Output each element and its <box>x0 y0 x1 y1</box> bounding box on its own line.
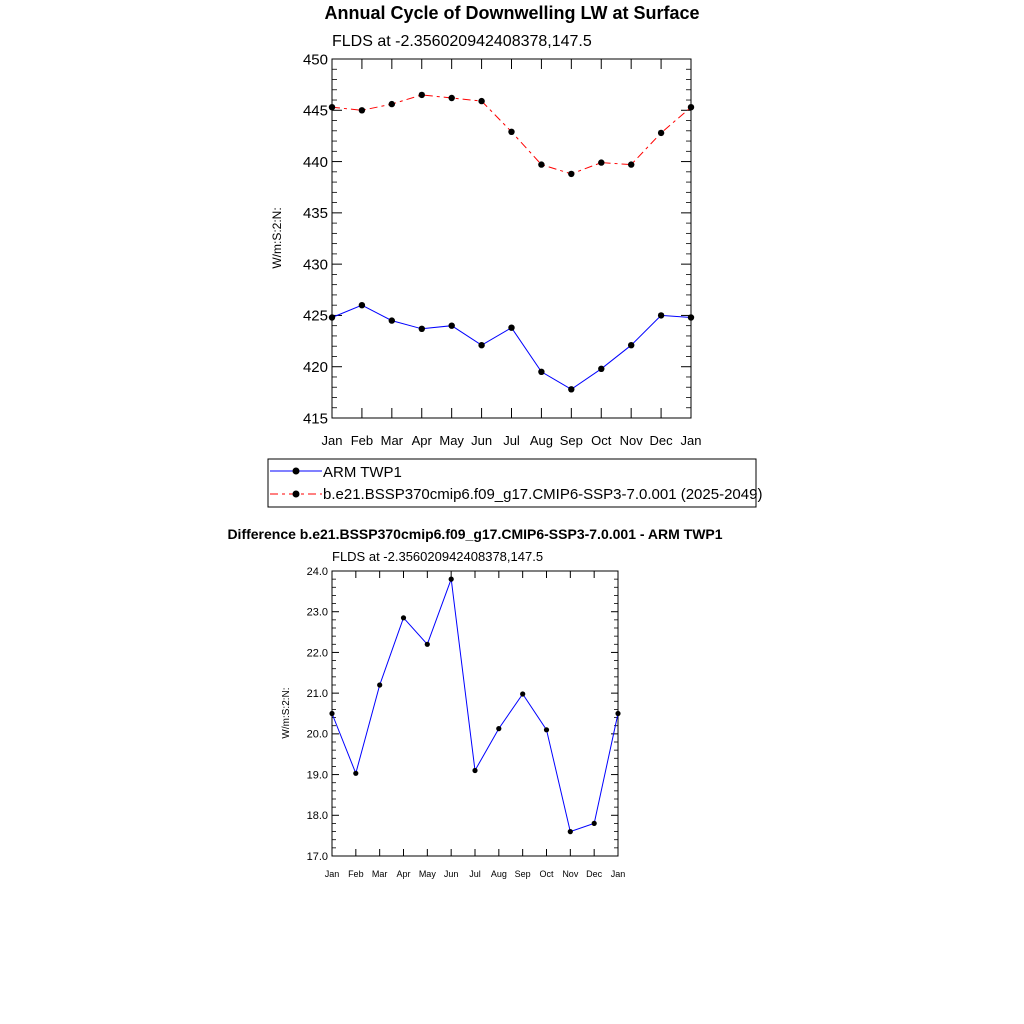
series-0-point <box>615 711 620 716</box>
y-tick-label: 23.0 <box>306 606 328 619</box>
series-0-point <box>419 326 425 332</box>
series-line-0 <box>332 579 618 832</box>
x-tick-label: May <box>418 869 436 879</box>
bottom-chart-ylabel: W/m:S:2:N: <box>281 687 292 739</box>
series-1-point <box>568 171 574 177</box>
series-0-point <box>478 342 484 348</box>
plot-frame <box>332 59 691 418</box>
top-chart-title: Annual Cycle of Downwelling LW at Surface <box>324 3 700 23</box>
y-tick-label: 19.0 <box>306 769 328 782</box>
y-tick-label: 420 <box>302 358 328 376</box>
series-1-point <box>508 129 514 135</box>
top-plot-area <box>303 51 702 448</box>
series-0-point <box>425 642 430 647</box>
series-0-point <box>389 317 395 323</box>
y-tick-label: 450 <box>302 51 328 69</box>
series-1-point <box>419 92 425 98</box>
y-tick-label: 22.0 <box>306 647 328 660</box>
x-tick-label: Jun <box>471 433 493 448</box>
y-tick-label: 18.0 <box>306 810 328 823</box>
series-0-point <box>628 342 634 348</box>
x-tick-label: Dec <box>586 869 603 879</box>
x-tick-label: Aug <box>490 869 507 879</box>
legend-marker-model <box>293 491 300 498</box>
series-0-point <box>658 312 664 318</box>
y-tick-label: 440 <box>302 153 328 171</box>
top-legend <box>268 459 762 507</box>
y-tick-label: 17.0 <box>306 850 328 863</box>
series-0-point <box>568 386 574 392</box>
top-chart-subtitle: FLDS at -2.356020942408378,147.5 <box>332 33 592 50</box>
x-tick-label: Apr <box>411 433 432 448</box>
x-tick-label: Jul <box>503 433 520 448</box>
x-tick-label: Jan <box>680 433 702 448</box>
series-0-point <box>359 302 365 308</box>
y-tick-label: 425 <box>302 307 328 325</box>
series-line-0 <box>332 305 691 389</box>
series-0-point <box>353 771 358 776</box>
x-tick-label: Sep <box>559 433 583 448</box>
series-0-point <box>592 821 597 826</box>
x-tick-label: Nov <box>619 433 643 448</box>
x-tick-label: Sep <box>514 869 531 879</box>
series-0-point <box>377 682 382 687</box>
x-tick-label: Jan <box>610 869 626 879</box>
x-tick-label: Oct <box>591 433 612 448</box>
series-0-point <box>449 577 454 582</box>
series-1-point <box>538 161 544 167</box>
series-0-point <box>598 366 604 372</box>
series-1-point <box>598 159 604 165</box>
legend-label-arm: ARM TWP1 <box>323 464 402 481</box>
series-1-point <box>389 101 395 107</box>
legend-label-model: b.e21.BSSP370cmip6.f09_g17.CMIP6-SSP3-7.0.001 (2025-2049) <box>323 486 763 503</box>
x-tick-label: Mar <box>371 869 388 879</box>
series-1-point <box>688 104 694 110</box>
x-tick-label: Jun <box>443 869 459 879</box>
x-tick-label: Apr <box>396 869 411 879</box>
series-1-point <box>628 161 634 167</box>
y-tick-label: 24.0 <box>306 565 328 578</box>
y-tick-label: 445 <box>302 102 328 120</box>
series-0-point <box>401 615 406 620</box>
top-chart-ylabel: W/m:S:2:N: <box>270 207 284 269</box>
series-0-point <box>508 325 514 331</box>
series-1-point <box>449 95 455 101</box>
series-0-point <box>496 726 501 731</box>
series-1-point <box>658 130 664 136</box>
bottom-plot-area <box>307 566 626 879</box>
x-tick-label: Oct <box>539 869 554 879</box>
x-tick-label: Jan <box>324 869 340 879</box>
series-0-point <box>472 768 477 773</box>
series-0-point <box>329 711 334 716</box>
legend-marker-arm <box>293 468 300 475</box>
x-tick-label: Dec <box>649 433 673 448</box>
series-0-point <box>544 727 549 732</box>
series-0-point <box>688 314 694 320</box>
bottom-chart-title: Difference b.e21.BSSP370cmip6.f09_g17.CMIP6-SSP3-7.0.001 - ARM TWP1 <box>227 526 723 542</box>
series-0-point <box>568 829 573 834</box>
x-tick-label: Aug <box>529 433 553 448</box>
series-0-point <box>520 691 525 696</box>
series-1-point <box>359 107 365 113</box>
series-0-point <box>449 323 455 329</box>
y-tick-label: 435 <box>302 205 328 223</box>
x-tick-label: Mar <box>380 433 404 448</box>
y-tick-label: 20.0 <box>306 728 328 741</box>
series-0-point <box>538 369 544 375</box>
x-tick-label: Jan <box>321 433 343 448</box>
x-tick-label: May <box>439 433 464 448</box>
x-tick-label: Feb <box>348 869 364 879</box>
x-tick-label: Jul <box>469 869 481 879</box>
y-tick-label: 415 <box>302 410 328 428</box>
x-tick-label: Nov <box>562 869 579 879</box>
y-tick-label: 21.0 <box>306 687 328 700</box>
series-1-point <box>329 104 335 110</box>
x-tick-label: Feb <box>350 433 374 448</box>
series-0-point <box>329 314 335 320</box>
y-tick-label: 430 <box>302 256 328 274</box>
plot-frame <box>332 571 618 856</box>
bottom-chart-subtitle: FLDS at -2.356020942408378,147.5 <box>332 549 544 564</box>
series-1-point <box>478 98 484 104</box>
